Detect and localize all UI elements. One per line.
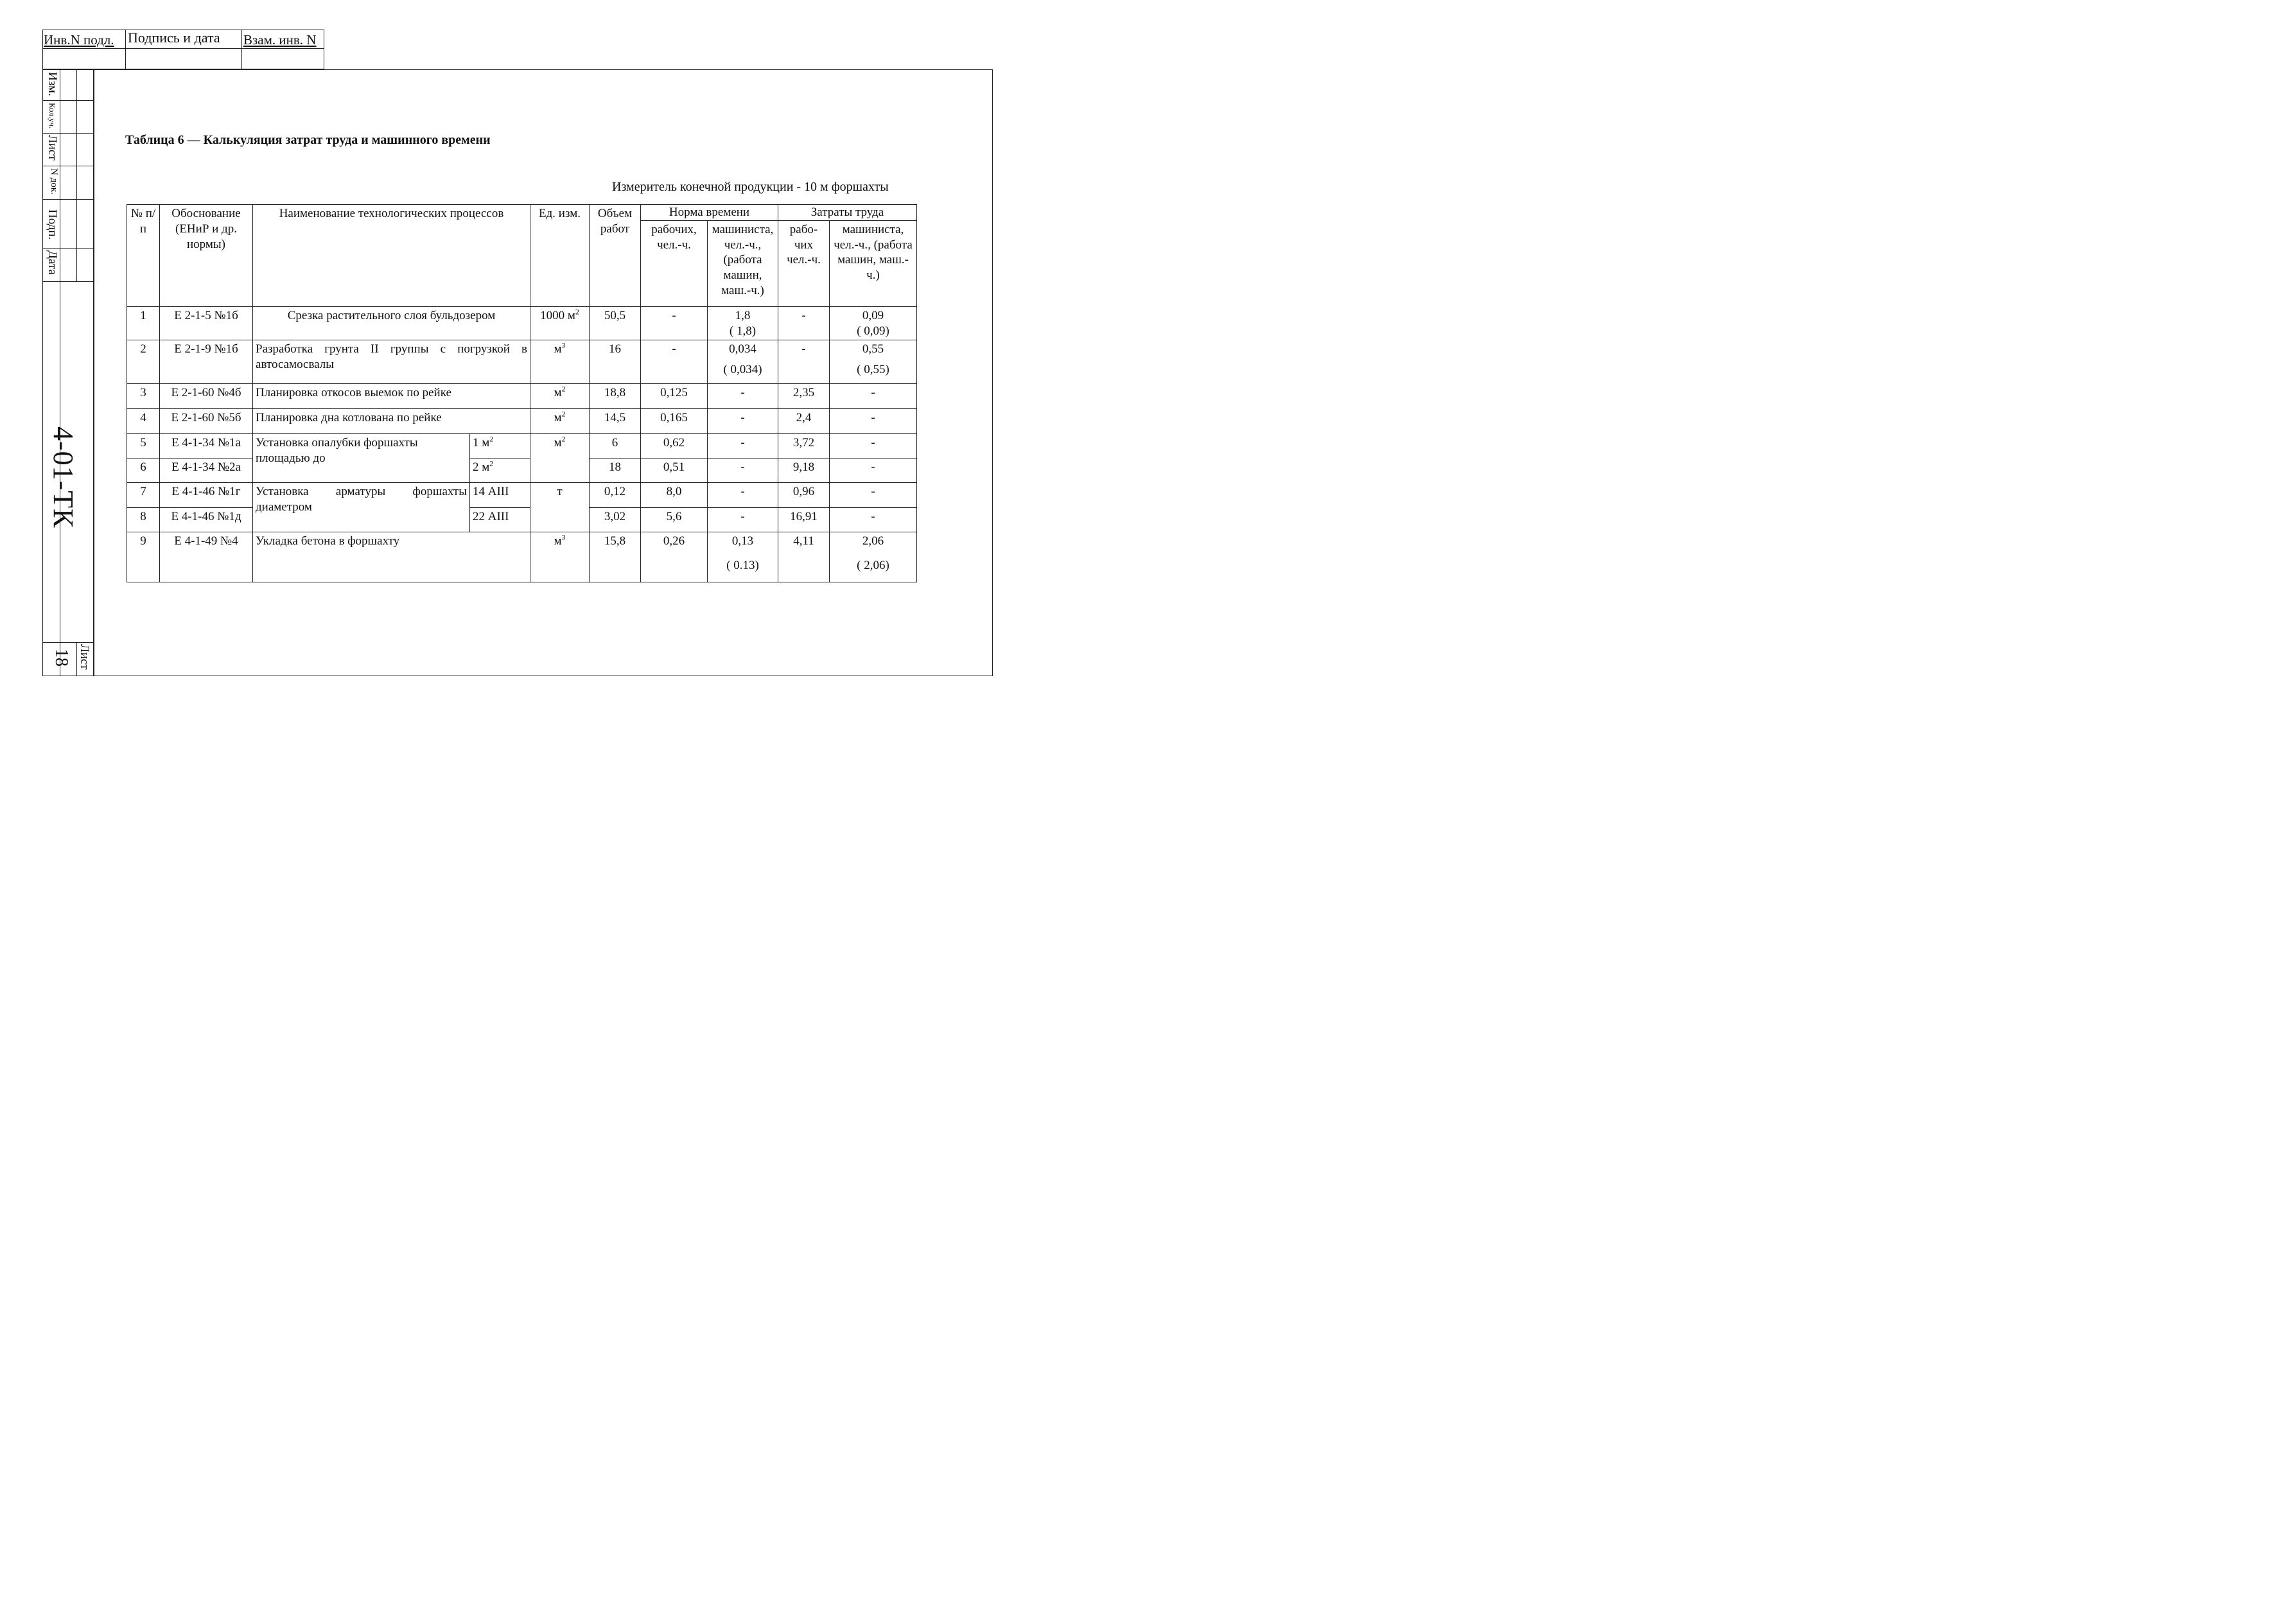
- row-cost-machinist: -: [830, 384, 917, 409]
- row-norm-workers: 0,26: [641, 532, 708, 582]
- stamp-podpis-data: Подпись и дата: [128, 30, 220, 46]
- stamp-inv-podl: Инв.N подл.: [44, 32, 114, 48]
- row-basis: Е 2-1-60 №5б: [160, 409, 253, 434]
- row-name: Укладка бетона в форшахту: [253, 532, 530, 582]
- row-cost-machinist: -: [830, 508, 917, 532]
- row-norm-machinist: -: [708, 384, 778, 409]
- row-unit: 1000 $м^2$: [530, 306, 590, 340]
- table-row: [127, 306, 917, 340]
- table-row: [127, 340, 917, 384]
- document-code: 4-01-ТК: [48, 426, 79, 528]
- row-basis: Е 4-1-34 №2а: [160, 458, 253, 483]
- row-cost-machinist: -: [830, 458, 917, 483]
- stamp-n-dok: N док.: [49, 168, 59, 195]
- row-unit: $м^3$: [530, 340, 590, 384]
- row-norm-workers: 8,0: [641, 483, 708, 508]
- row-name: Установка арматуры форшахты диаметром: [253, 483, 470, 532]
- row-cost-workers: 3,72: [778, 434, 830, 458]
- row-param: 1 $м^2$: [470, 434, 530, 458]
- stamp-izm: Изм.: [46, 72, 59, 96]
- header-norm-workers: рабочих, чел.-ч.: [641, 220, 708, 306]
- row-norm-machinist: -: [708, 458, 778, 483]
- stamp-podp: Подп.: [46, 209, 59, 240]
- row-cost-machinist: -: [830, 434, 917, 458]
- table-row: [127, 508, 917, 532]
- row-name: Срезка растительного слоя бульдозером: [253, 306, 530, 340]
- row-norm-workers: -: [641, 306, 708, 340]
- row-norm-machinist: 0,13 ( 0.13): [708, 532, 778, 582]
- row-cost-workers: -: [778, 340, 830, 384]
- row-volume: 18: [590, 458, 641, 483]
- row-basis: Е 4-1-34 №1а: [160, 434, 253, 458]
- row-cost-workers: 4,11: [778, 532, 830, 582]
- row-volume: 0,12: [590, 483, 641, 508]
- stamp-vzam-inv: Взам. инв. N: [243, 32, 317, 48]
- header-num: № п/п: [127, 205, 160, 307]
- table-title: Таблица 6 — Калькуляция затрат труда и машинного времени: [125, 133, 491, 147]
- stamp-kol-uch: Кол.уч.: [48, 103, 57, 129]
- header-basis: Обоснование (ЕНиР и др. нормы): [160, 205, 253, 307]
- row-num: 7: [127, 483, 160, 508]
- stamp-list: Лист: [46, 135, 59, 161]
- row-num: 4: [127, 409, 160, 434]
- row-norm-workers: 0,125: [641, 384, 708, 409]
- row-name: Планировка откосов выемок по рейке: [253, 384, 530, 409]
- header-cost-machinist: машиниста, чел.-ч., (работа машин, маш.-ч.): [830, 220, 917, 306]
- row-basis: Е 2-1-9 №1б: [160, 340, 253, 384]
- header-row: [127, 205, 917, 221]
- table-row: [127, 384, 917, 409]
- row-num: 8: [127, 508, 160, 532]
- row-cost-workers: 16,91: [778, 508, 830, 532]
- table-row: [127, 434, 917, 458]
- row-norm-workers: 0,62: [641, 434, 708, 458]
- row-norm-machinist: 0,034 ( 0,034): [708, 340, 778, 384]
- calculation-table: [127, 204, 917, 582]
- row-param: 2 $м^2$: [470, 458, 530, 483]
- row-volume: 14,5: [590, 409, 641, 434]
- row-unit: $м^3$: [530, 532, 590, 582]
- row-norm-workers: 0,165: [641, 409, 708, 434]
- header-norm: Норма времени: [641, 205, 778, 221]
- sheet-number: 18: [51, 649, 71, 667]
- row-num: 2: [127, 340, 160, 384]
- row-norm-machinist: -: [708, 409, 778, 434]
- stamp-data: Дата: [46, 250, 59, 275]
- row-cost-machinist: -: [830, 483, 917, 508]
- row-num: 6: [127, 458, 160, 483]
- row-unit: $м^2$: [530, 434, 590, 483]
- product-meter: Измеритель конечной продукции - 10 м форшахты: [612, 180, 889, 194]
- row-cost-machinist: -: [830, 409, 917, 434]
- row-unit: т: [530, 483, 590, 532]
- row-cost-machinist: 2,06 ( 2,06): [830, 532, 917, 582]
- row-cost-workers: 2,4: [778, 409, 830, 434]
- row-cost-machinist: 0,09 ( 0,09): [830, 306, 917, 340]
- table-row: [127, 458, 917, 483]
- row-basis: Е 4-1-49 №4: [160, 532, 253, 582]
- row-unit: $м^2$: [530, 384, 590, 409]
- row-norm-machinist: -: [708, 434, 778, 458]
- row-norm-machinist: 1,8 ( 1,8): [708, 306, 778, 340]
- row-param: 14 АIII: [470, 483, 530, 508]
- row-name: Планировка дна котлована по рейке: [253, 409, 530, 434]
- row-unit: $м^2$: [530, 409, 590, 434]
- row-name: Установка опалубки форшахты площадью до: [253, 434, 470, 483]
- row-volume: 6: [590, 434, 641, 458]
- sheet-label: Лист: [78, 644, 91, 670]
- row-num: 3: [127, 384, 160, 409]
- row-param: 22 АIII: [470, 508, 530, 532]
- row-volume: 16: [590, 340, 641, 384]
- row-basis: Е 4-1-46 №1г: [160, 483, 253, 508]
- row-name: Разработка грунта II группы с погрузкой в автосамосвалы: [253, 340, 530, 384]
- row-cost-machinist: 0,55 ( 0,55): [830, 340, 917, 384]
- header-volume: Объем работ: [590, 205, 641, 307]
- row-volume: 3,02: [590, 508, 641, 532]
- row-num: 1: [127, 306, 160, 340]
- row-cost-workers: -: [778, 306, 830, 340]
- row-norm-machinist: -: [708, 508, 778, 532]
- row-cost-workers: 9,18: [778, 458, 830, 483]
- row-num: 5: [127, 434, 160, 458]
- header-unit: Ед. изм.: [530, 205, 590, 307]
- row-cost-workers: 2,35: [778, 384, 830, 409]
- row-volume: 18,8: [590, 384, 641, 409]
- row-norm-workers: 5,6: [641, 508, 708, 532]
- row-norm-workers: -: [641, 340, 708, 384]
- row-norm-machinist: -: [708, 483, 778, 508]
- row-basis: Е 2-1-60 №4б: [160, 384, 253, 409]
- header-cost: Затраты труда: [778, 205, 917, 221]
- table-row: [127, 532, 917, 582]
- header-name: Наименование технологических процессов: [253, 205, 530, 307]
- table-row: [127, 409, 917, 434]
- row-volume: 15,8: [590, 532, 641, 582]
- row-basis: Е 4-1-46 №1д: [160, 508, 253, 532]
- header-norm-machinist: машиниста, чел.-ч., (работа машин, маш.-ч.): [708, 220, 778, 306]
- row-num: 9: [127, 532, 160, 582]
- row-cost-workers: 0,96: [778, 483, 830, 508]
- row-basis: Е 2-1-5 №1б: [160, 306, 253, 340]
- table-row: [127, 483, 917, 508]
- row-norm-workers: 0,51: [641, 458, 708, 483]
- row-volume: 50,5: [590, 306, 641, 340]
- header-cost-workers: рабо-чих чел.-ч.: [778, 220, 830, 306]
